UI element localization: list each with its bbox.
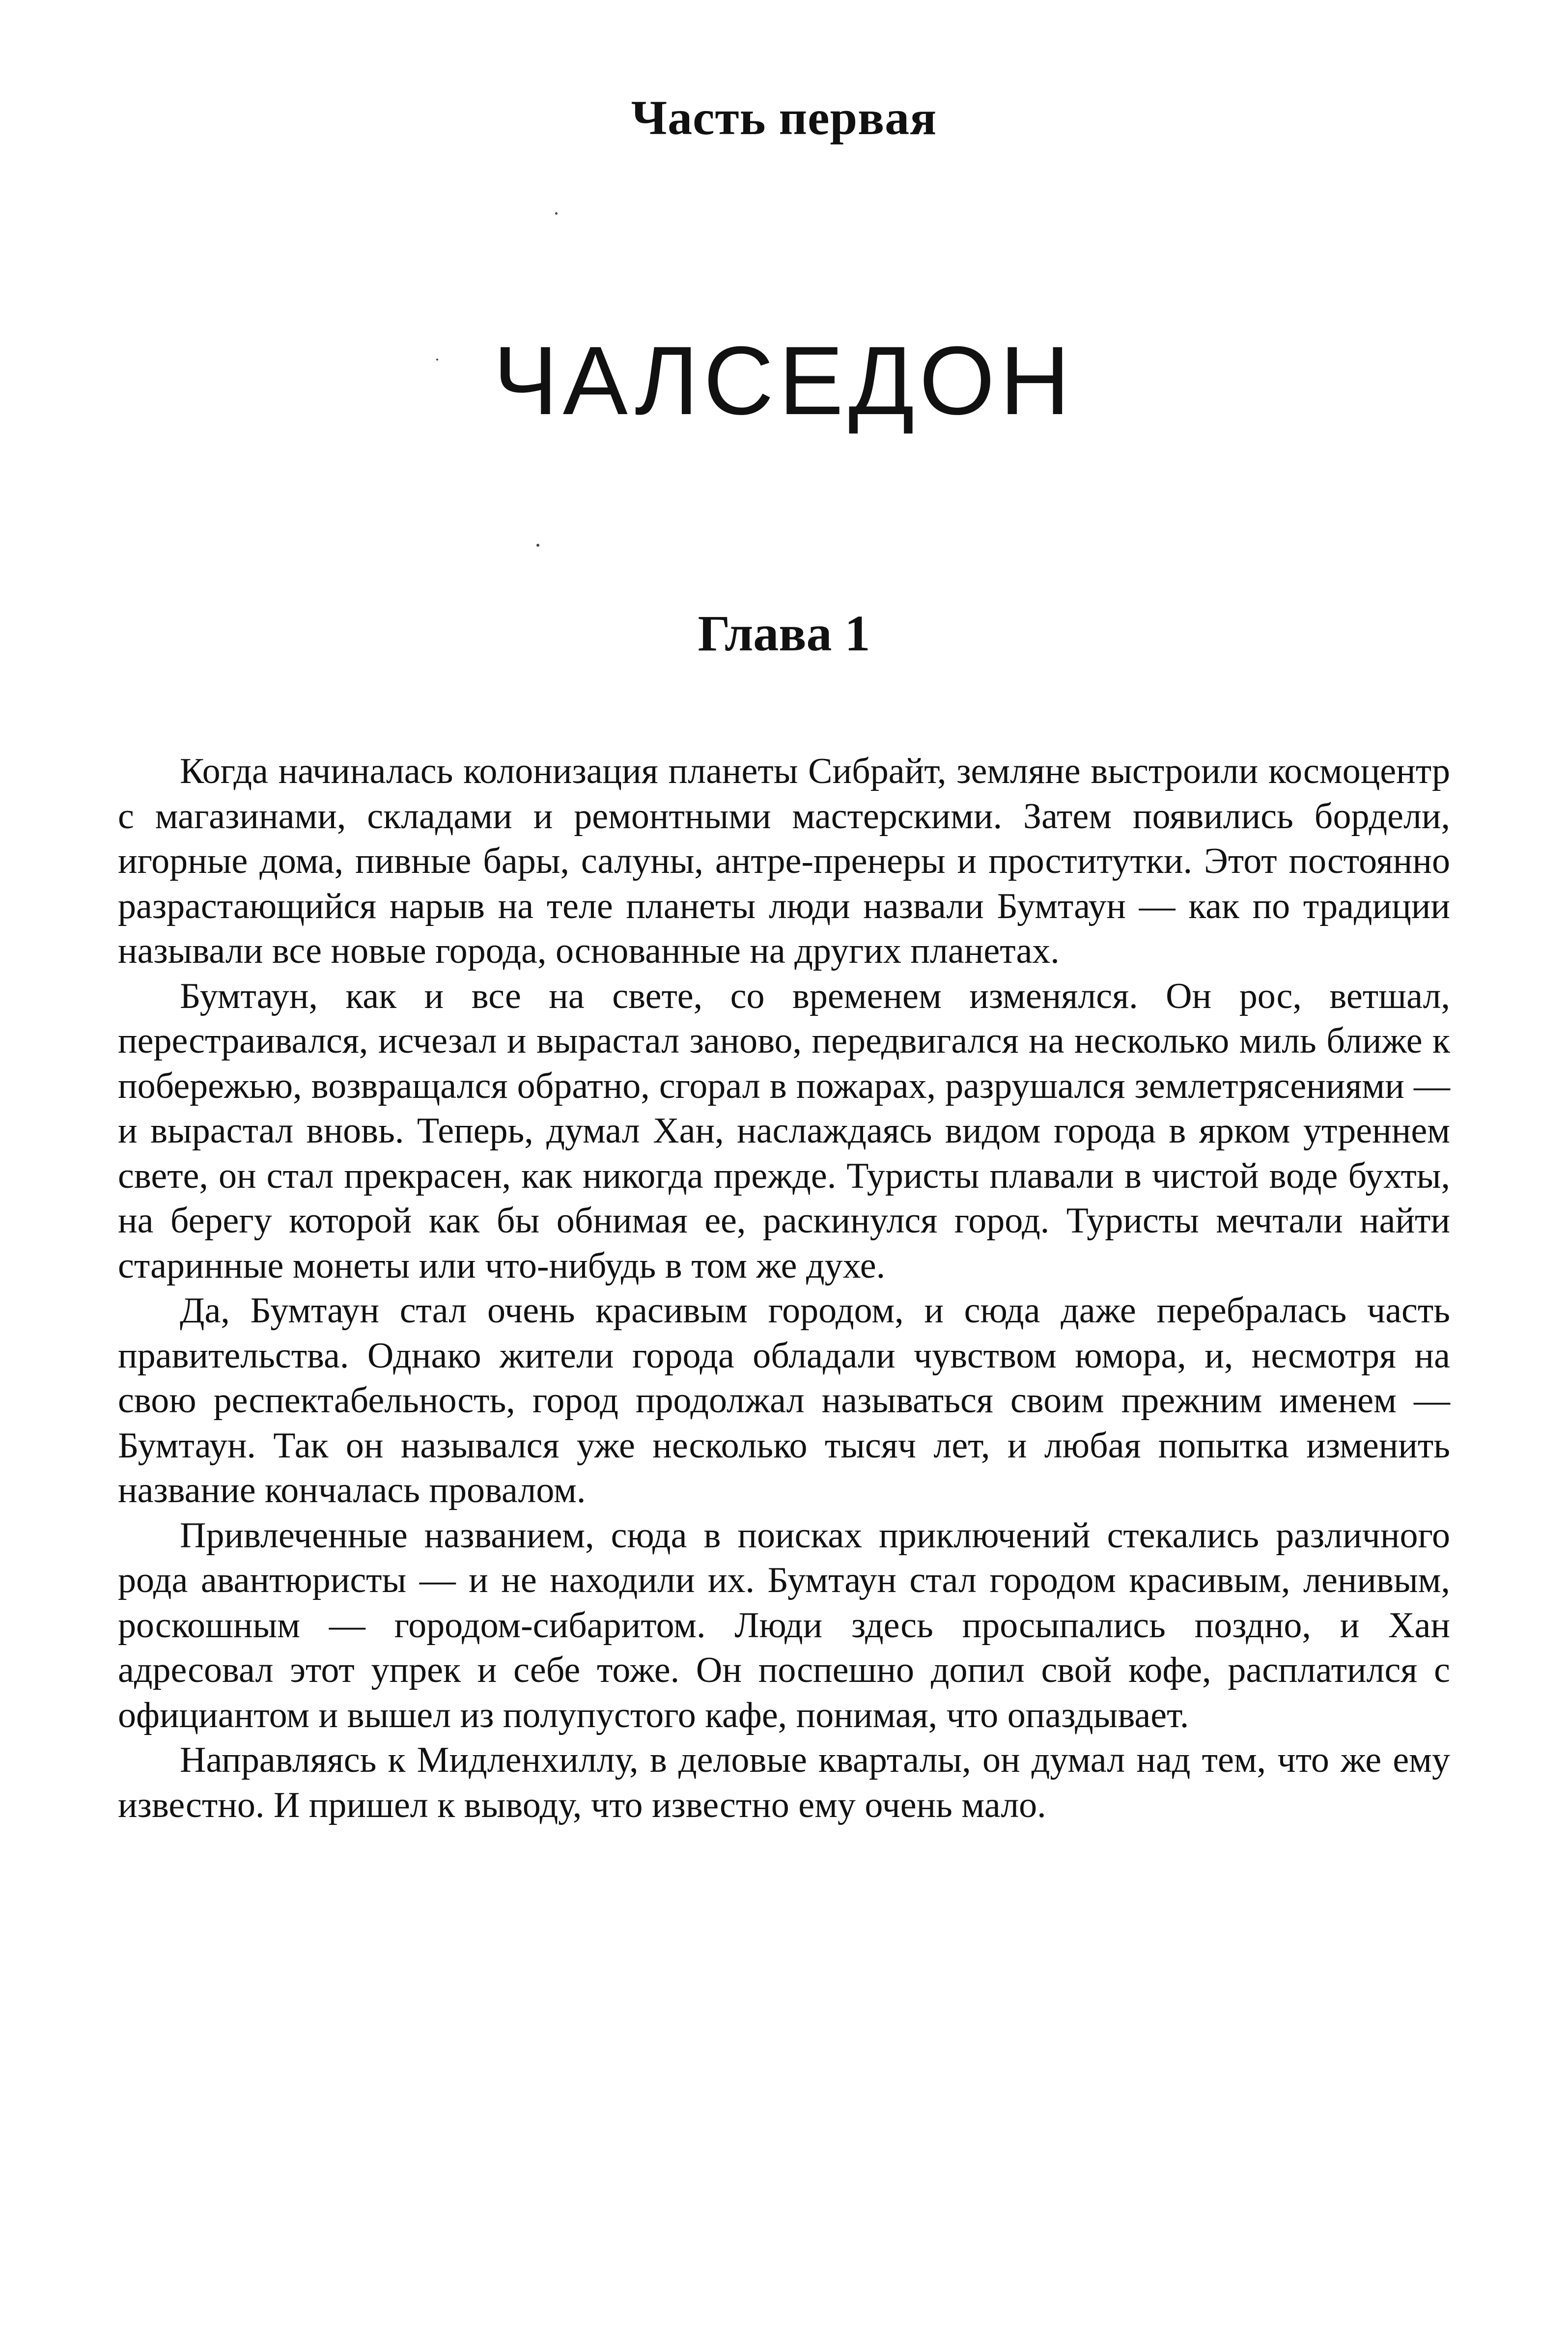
print-speck	[555, 212, 558, 215]
paragraph: Бумтаун, как и все на свете, со временем изменялся. Он рос, ветшал, перестраивался, исчезал и вырастал заново, передвигался на несколько миль ближе к побережью, возвращался обратно, сгорал в пожарах, разрушался землетрясениями — и вырастал вновь. Теперь, думал Хан, наслаждаясь видом города в ярком утреннем свете, он стал прекрасен, как никогда прежде. Туристы плавали в чистой воде бухты, на берегу которой как бы обнимая ее, раскинулся город. Туристы мечтали найти старинные монеты или что-нибудь в том же духе.	[118, 976, 1450, 1286]
print-speck	[536, 544, 539, 547]
chapter-body	[118, 749, 1450, 1828]
part-heading: Часть первая	[631, 90, 937, 145]
paragraph: Когда начиналась колонизация планеты Сибрайт, земляне выстроили космоцентр с магазинами, складами и ремонтными мастерскими. Затем появились бордели, игорные дома, пивные бары, салуны, антре-пренеры и проститутки. Этот постоянно разрастающийся нарыв на теле планеты люди назвали Бумтаун — как по традиции называли все новые города, основанные на других планетах.	[118, 751, 1450, 971]
paragraph: Привлеченные названием, сюда в поисках приключений стекались различного рода авантюристы — и не находили их. Бумтаун стал городом красивым, ленивым, роскошным — городом-сибаритом. Люди здесь просыпались поздно, и Хан адресовал этот упрек и себе тоже. Он поспешно допил свой кофе, расплатился с официантом и вышел из полупустого кафе, понимая, что опаздывает.	[118, 1515, 1450, 1735]
paragraph: Да, Бумтаун стал очень красивым городом, и сюда даже перебралась часть правительства. Однако жители города обладали чувством юмора, и, несмотря на свою респектабельность, город продолжал называться своим прежним именем — Бумтаун. Так он назывался уже несколько тысяч лет, и любая попытка изменить название кончалась провалом.	[118, 1290, 1450, 1510]
book-title: ЧАЛСЕДОН	[493, 326, 1075, 435]
print-speck	[436, 359, 438, 361]
paragraph: Направляясь к Мидленхиллу, в деловые кварталы, он думал над тем, что же ему известно. И пришел к выводу, что известно ему очень мало.	[118, 1740, 1450, 1825]
chapter-heading: Глава 1	[698, 605, 870, 662]
